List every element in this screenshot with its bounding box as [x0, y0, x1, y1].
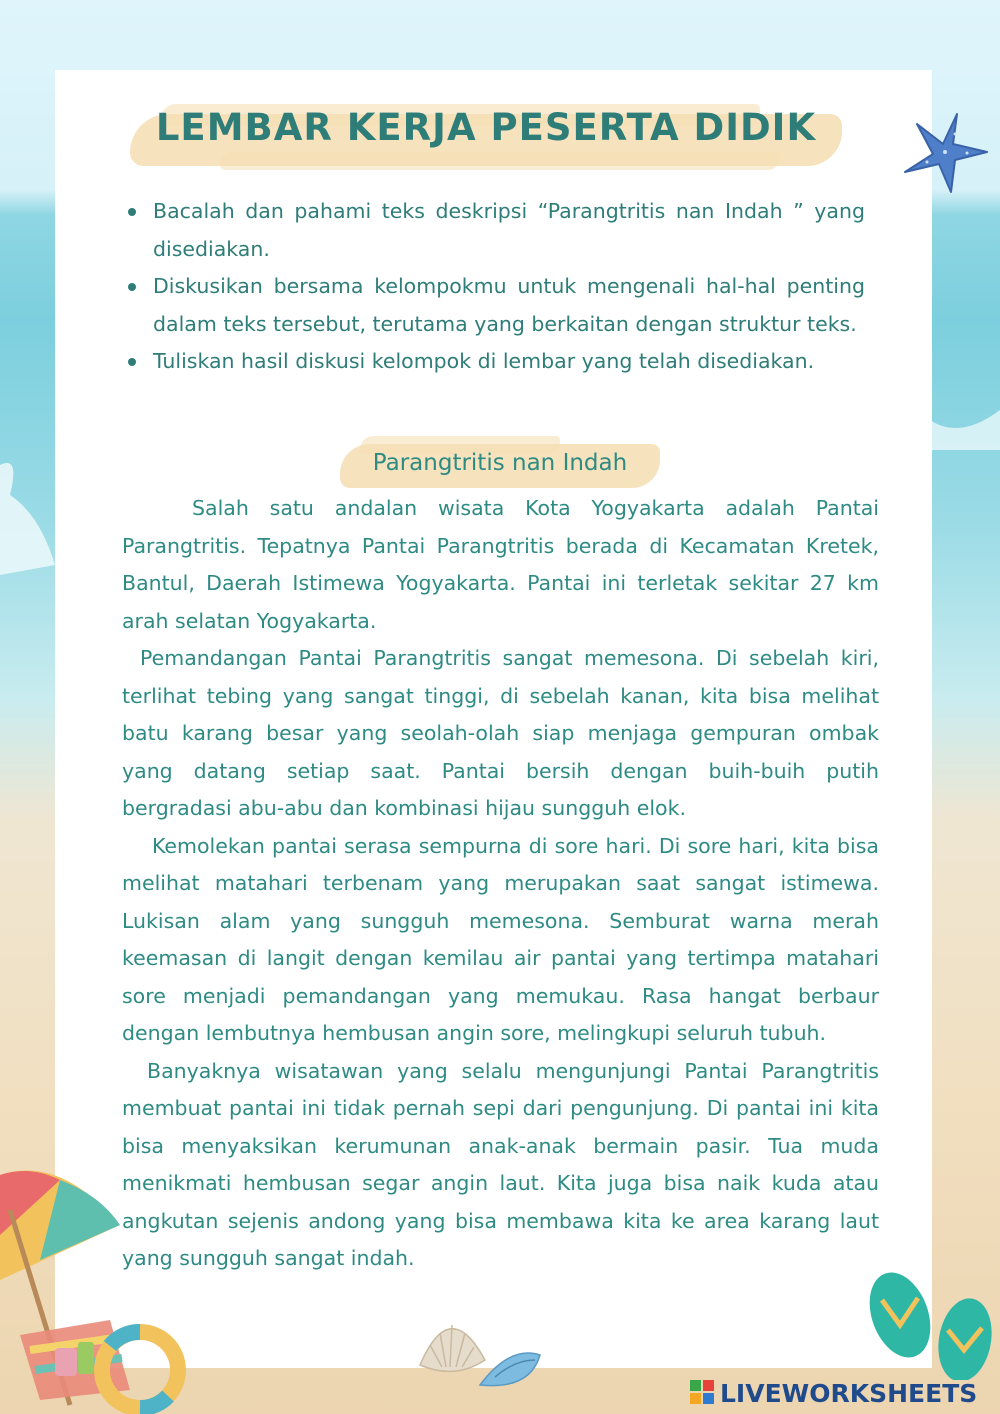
instruction-item: Tuliskan hasil diskusi kelompok di lembar yang telah disediakan. [125, 343, 865, 381]
instruction-item: Diskusikan bersama kelompokmu untuk mengenali hal-hal penting dalam teks tersebut, terutama yang berkaitan dengan struktur teks. [125, 268, 865, 343]
liveworksheets-watermark [690, 1376, 995, 1410]
text-title-banner [340, 436, 660, 496]
seashell-icon [410, 1305, 550, 1405]
beach-umbrella-icon [0, 1150, 200, 1414]
paragraph: Salah satu andalan wisata Kota Yogyakarta adalah Pantai Parangtritis. Tepatnya Pantai Parangtritis berada di Kecamatan Kretek, Bantul, Daerah Istimewa Yogyakarta. Pantai ini terletak sekitar 27 km arah selatan Yogyakarta. [122, 496, 879, 633]
paragraph: Kemolekan pantai serasa sempurna di sore hari. Di sore hari, kita bisa melihat matahari terbenam yang merupakan saat sangat istimewa. Lukisan alam yang sungguh memesona. Semburat warna merah keemasan di langit dengan kemilau air pantai yang tertimpa matahari sore menjadi pemandangan yang memukau. Rasa hangat berbaur dengan lembutnya hembusan angin sore, melingkupi seluruh tubuh. [122, 833, 879, 1045]
starfish-icon [895, 110, 995, 195]
title-banner [130, 100, 842, 172]
paragraph: Pemandangan Pantai Parangtritis sangat memesona. Di sebelah kiri, terlihat tebing yang sangat tinggi, di sebelah kanan, kita bisa melihat batu karang besar yang seolah-olah siap menjaga gempuran ombak yang datang setiap saat. Pantai bersih dengan buih-buih putih bergradasi abu-abu dan kombinasi hijau sungguh elok. [122, 646, 879, 820]
liveworksheets-logo-icon [690, 1380, 716, 1406]
instruction-list [125, 193, 865, 381]
text-title: Parangtritis nan Indah [372, 450, 628, 476]
wave-decoration [0, 455, 60, 575]
instruction-item: Bacalah dan pahami teks deskripsi “Parangtritis nan Indah ” yang disediakan. [125, 193, 865, 268]
watermark-text: LIVEWORKSHEETS [720, 1378, 978, 1408]
paragraph: Banyaknya wisatawan yang selalu mengunjungi Pantai Parangtritis membuat pantai ini tidak pernah sepi dari pengunjung. Di pantai ini kita bisa menyaksikan kerumunan anak-anak bermain pasir. Tua muda menikmati hembusan segar angin laut. Kita juga bisa naik kuda atau angkutan sejenis andong yang bisa membawa kita ke area karang laut yang sungguh sangat indah. [122, 1058, 879, 1270]
wave-decoration-right [930, 380, 1000, 450]
flip-flops-icon [860, 1270, 1000, 1380]
page-title: LEMBAR KERJA PESERTA DIDIK [155, 106, 817, 149]
description-text [122, 490, 879, 1278]
